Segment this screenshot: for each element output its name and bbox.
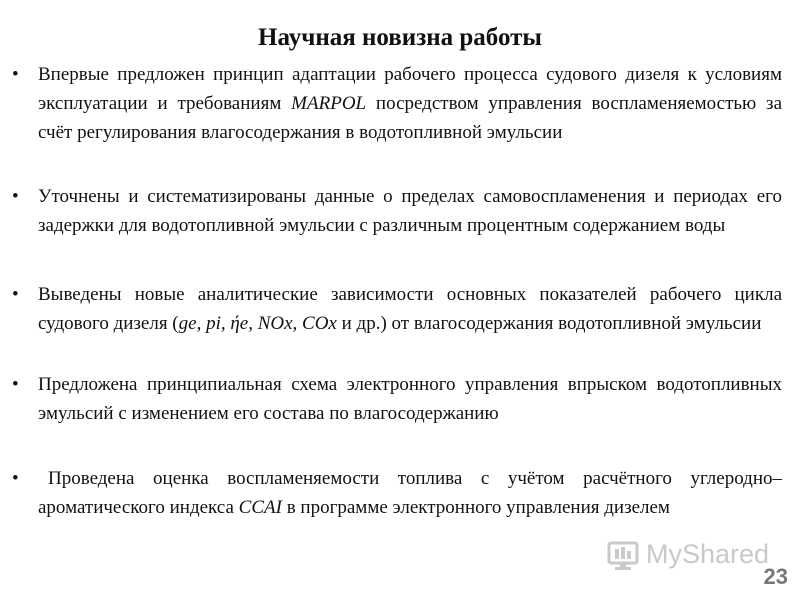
bullet-text: посредством управления воспламеняемостью за счёт регулирования влагосодержания в водотопливной эмульсии <box>38 93 783 143</box>
bullet-emphasis: MARPOL <box>291 93 367 114</box>
bullet-item <box>38 464 782 522</box>
bullet-text: в программе электронного управления дизелем <box>281 497 670 518</box>
myshared-watermark <box>606 536 776 572</box>
slide-title: Научная новизна работы <box>258 24 542 51</box>
bullet-emphasis: CCAI <box>238 497 282 518</box>
bullet-text: Впервые предложен принцип адаптации рабочего процесса судового дизеля к условиям эксплуатации и требованиям <box>38 64 782 114</box>
watermark-text: MyShared <box>646 538 770 569</box>
bullet-item <box>38 370 782 428</box>
bullet-emphasis: ge, pi, ήe, NOx, COx <box>178 313 337 334</box>
bullet-text: Выведены новые аналитические зависимости основных показателей рабочего цикла судового дизеля ( <box>38 284 782 334</box>
myshared-logo-icon <box>606 536 642 572</box>
page-number: 23 <box>763 564 788 589</box>
bullet-item <box>38 60 782 147</box>
bullet-text: Уточнены и систематизированы данные о пределах самовоспламенения и периодах его задержки для водотопливной эмульсии с различным процентным содержанием воды <box>38 186 782 236</box>
bullet-text: и др.) от влагосодержания водотопливной эмульсии <box>336 313 762 334</box>
bullet-text: Предложена принципиальная схема электронного управления впрыском водотопливных эмульсий с изменением его состава по влагосодержанию <box>38 374 782 424</box>
bullet-item <box>38 182 782 240</box>
bullet-item <box>38 280 782 338</box>
bullet-text: Проведена оценка воспламеняемости топлива с учётом расчётного углеродно–ароматического индекса <box>38 468 782 518</box>
